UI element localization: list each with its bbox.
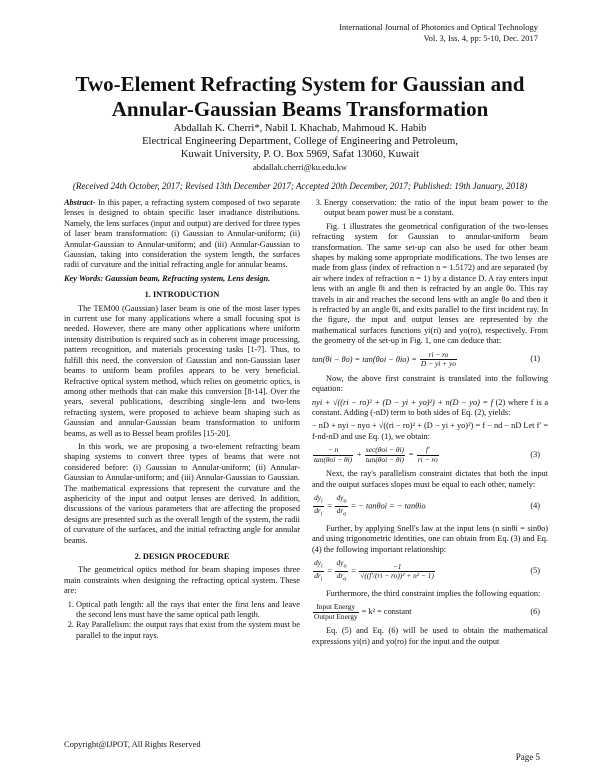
design-paragraph-1: The geometrical optics method for beam shaping imposes three main constraints when designing the refracting optical system. These are:	[64, 565, 300, 596]
eq3-fraction-b	[365, 446, 405, 464]
eq5-numerator: −1	[359, 563, 435, 573]
eq3-b-denominator: tan(θoi − θi)	[365, 454, 404, 464]
affiliation-line-2: Kuwait University, P. O. Box 5969, Safat 13060, Kuwait	[180, 149, 420, 160]
keywords: Key Words: Gaussian beam, Refracting system, Lens design.	[64, 273, 271, 283]
eq6-fraction	[313, 603, 359, 621]
eq4-rhs: = − tanθoi = − tanθio	[350, 501, 426, 511]
page-number: Page 5	[515, 752, 540, 762]
intro-paragraph-2: In this work, we are proposing a two-element refracting beam shaping systems to convert three types of beams that were not considered before: (i) Gaussian to Annular-uniform; (ii) Annular-Gaussian to Annular-uniform; and (iii) Annular-Gaussian to Gaussian. The mathematical expressions that represent the curvature and the asphericity of the input and output lenses are derived. In addition, discussions of the various parameters that are affecting the proposed designs are presented such as the overall length of the system, the radii of curvature of the surfaces, and the initial refracting angle for annular beams.	[64, 441, 300, 545]
eq3-number: (3)	[530, 449, 540, 459]
design-paragraph-5: Further, by applying Snell's law at the input lens (n sinθi = sinθo) and using trigonometric identities, one can obtain from Eq. (3) and Eq. (4) the following important relationship:	[312, 523, 548, 554]
journal-header	[339, 22, 538, 44]
eq6-rhs: = k² = constant	[361, 607, 412, 617]
eq1-numerator: ri − ro	[420, 351, 457, 361]
eq4-number: (4)	[530, 501, 540, 511]
author-names: Abdallah K. Cherri*, Nabil I. Khachab, Mahmoud K. Habib	[173, 123, 427, 134]
eq6-number: (6)	[530, 607, 540, 617]
eq1-number: (1)	[530, 354, 540, 364]
eq6-numerator: Input Energy	[313, 603, 359, 613]
left-column	[64, 198, 300, 644]
constraint-item-2: 2. Ray Parallelism: the output rays that exist from the system must be parallel to the input rays.	[76, 620, 300, 641]
constraint-list-continued	[312, 198, 548, 219]
design-paragraph-4: Next, the ray's parallelism constraint dictates that both the input and the output surfaces slopes must be equal to each other, namely:	[312, 469, 548, 489]
eq1-denominator: D − yi + yo	[420, 359, 456, 369]
equation-6	[312, 603, 548, 621]
eq5-fraction	[359, 563, 435, 581]
equation-2	[312, 398, 548, 419]
copyright-notice: Copyright@IJPOT, All Rights Reserved	[64, 739, 201, 749]
eq3-fraction-c	[417, 446, 439, 464]
eq3-a-denominator: tan(θoi − θi)	[314, 454, 353, 464]
abstract	[64, 198, 300, 271]
constraint-item-1: 1. Optical path length: all the rays that enter the first lens and leave the second lens must have the same optical path length.	[76, 600, 300, 621]
author-email[interactable]: abdallah.cherri@ku.edu.kw	[253, 162, 347, 172]
right-column	[312, 198, 548, 650]
section-heading-introduction: 1. INTRODUCTION	[144, 290, 220, 300]
equation-3: $\frac{- n}{\text{tan(θoi − θi)}}$ + $\frac{\text{sec(θoi − θi)}}{\text{tan(θoi − θi)}}$ = $\frac{f'}{ri - ro}$ (3)	[312, 446, 548, 464]
eq3-c-numerator: f′	[417, 446, 439, 456]
article-title: Two-Element Refracting System for Gaussian and Annular-Gaussian Beams Transformation	[75, 72, 525, 121]
eq2-body: nyi + √((ri − ro)² + (D − yi + yo)²) + n(D − yo) = f	[312, 397, 494, 407]
design-paragraph-3: Now, the above first constraint is translated into the following equation:	[312, 373, 548, 394]
abstract-label: Abstract	[64, 198, 93, 207]
equation-5: $\frac{dy_i}{dr_i}$ = $\frac{dy_o}{dr_o}$ = $\frac{-1}{\text{√((f′/(ri − ro))² + n² − 1)}}$ (5)	[312, 559, 548, 584]
eq1-lhs: tan(θi − θo) = tan(θoi − θio) =	[312, 354, 417, 364]
design-paragraph-6: Furthermore, the third constraint implies the following equation:	[326, 589, 541, 599]
constraint-item-3: 3. Energy conservation: the ratio of the input beam power to the output beam power must be a constant.	[324, 198, 548, 219]
affiliation-line-1: Electrical Engineering Department, College of Engineering and Petroleum,	[142, 136, 458, 147]
equation-4: $\frac{dy_i}{dr_i}$ = $\frac{dy_o}{dr_o}$ = − tanθoi = − tanθio (4)	[312, 494, 548, 519]
section-heading-design: 2. DESIGN PROCEDURE	[134, 552, 230, 561]
journal-name: International Journal of Photonics and Optical Technology	[339, 22, 538, 32]
author-block	[40, 122, 560, 174]
intro-paragraph-1: The TEM00 (Gaussian) laser beam is one of the most laser types in current use for many applications where a small focusing spot is needed. However, there are many other applications where uniform intensity distribution is required such as in coherent image processing, pattern recognition, and materials processing tasks [1-7]. Thus, to fulfill this need, the conversion of Gaussian and non-Gaussian laser beams to uniform beam profiles appears to be very beneficial. Refractive optical system method, which relies on geometric optics, is among other methods that can make this conversion [8-14]. Over the years, several publications, describing single-lens and two-lens refracting system, were proposed to achieve beam shaping such as Gaussian and annular-Gaussian beam transformation to uniform beams, as well as to Bessel beam profiles [15-20].	[64, 303, 300, 438]
eq6-denominator: Output Energy	[314, 611, 358, 621]
eq3-b-numerator: sec(θoi − θi)	[365, 445, 404, 455]
eq3-fraction-a	[313, 446, 353, 464]
eq5-denominator: √((f′/(ri − ro))² + n² − 1)	[360, 571, 434, 581]
abstract-text: - In this paper, a refracting system composed of two separate lenses is designed to obtain specific laser irradiance distributions. Namely, the lens surfaces (input and output) are derived for three types of laser beam transformation: (i) Gaussian to Annular-uniform; (ii) Annular-Gaussian to Annular-uniform; and (iii) Annular-Gaussian to Gaussian, taking into consideration the system length, the surfaces radii of curvature and the initial refracting angle for annular beams.	[64, 198, 300, 270]
equation-2b: − nD + nyi − nyo + √((ri − ro)² + (D − yi + yo)²) = f − nd − nD Let f′ = f-nd-nD and use Eq. (1), we obtain:	[312, 421, 548, 441]
eq5-number: (5)	[530, 566, 540, 576]
design-paragraph-2: Fig. 1 illustrates the geometrical configuration of the two-lenses refracting system for Gaussian to annular-uniform beam transformation. The same set-up can also be used for other beam shapes by making some appropriate modifications. The two lenses are made from glass (index of refraction n = 1.5172) and are separated (by air where index of refraction n = 1) by a distance D. A ray enters input lens with an angle θi and then is refracted by an angle θo. This ray travels in air and reaches the second lens with an angle θo and then it is refracted by an angle θi, and exits parallel to the first incident ray. In the figure, the input and output lenses are represented by the mathematical surfaces functions yi(ri) and yo(ro), respectively. From the geometry of the set-up in Fig. 1, one can deduce that:	[312, 221, 548, 346]
eq2-tail: (2) where f is a constant. Adding (-nD) term to both sides of Eq. (2), yields:	[312, 397, 549, 417]
eq3-a-numerator: − n	[313, 446, 353, 456]
journal-issue: Vol. 3, Iss. 4, pp: 5-10, Dec. 2017	[423, 33, 538, 43]
design-paragraph-7: Eq. (5) and Eq. (6) will be used to obtain the mathematical expressions yi(ri) and yo(ro) for the input and the output	[312, 626, 548, 646]
eq1-fraction	[420, 351, 457, 369]
equation-1	[312, 351, 548, 369]
publication-dates: (Received 24th October, 2017; Revised 13th December 2017; Accepted 20th December, 2017; Published: 19th January, 2018)	[72, 181, 528, 191]
eq3-c-denominator: ri − ro	[417, 454, 438, 464]
constraint-list	[64, 600, 300, 642]
